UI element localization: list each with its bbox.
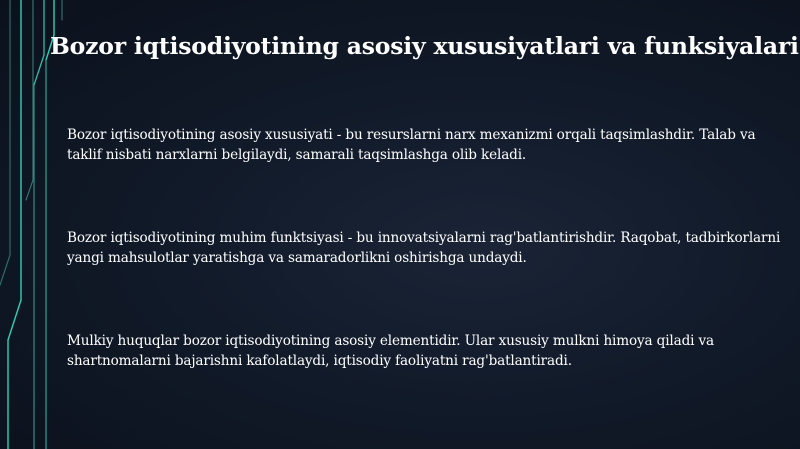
paragraph-innovation: Bozor iqtisodiyotining muhim funktsiyasi - bu innovatsiyalarni rag'batlantirishdir. Raqobat, tadbirkorlarni yangi mahsulotlar yaratishga va samaradorlikni oshirishga undaydi.: [67, 230, 781, 266]
accent-line: [34, 55, 44, 85]
slide-title: Bozor iqtisodiyotining asosiy xususiyatlari va funksiyalari: [50, 32, 799, 60]
accent-line: [0, 255, 10, 285]
accent-line: [26, 180, 33, 200]
paragraph-property-rights: Mulkiy huquqlar bozor iqtisodiyotining asosiy elementidir. Ular xususiy mulkni himoya qiladi va shartnomalarni bajarishni kafolatlaydi, iqtisodiy faoliyatni rag'batlantiradi.: [67, 333, 714, 369]
decorative-lines: [0, 0, 70, 449]
accent-line: [8, 300, 21, 340]
paragraph-price-mechanism: Bozor iqtisodiyotining asosiy xususiyati - bu resurslarni narx mexanizmi orqali taqsimlashdir. Talab va taklif nisbati narxlarni belgilaydi, samarali taqsimlashga olib keladi.: [67, 127, 756, 163]
